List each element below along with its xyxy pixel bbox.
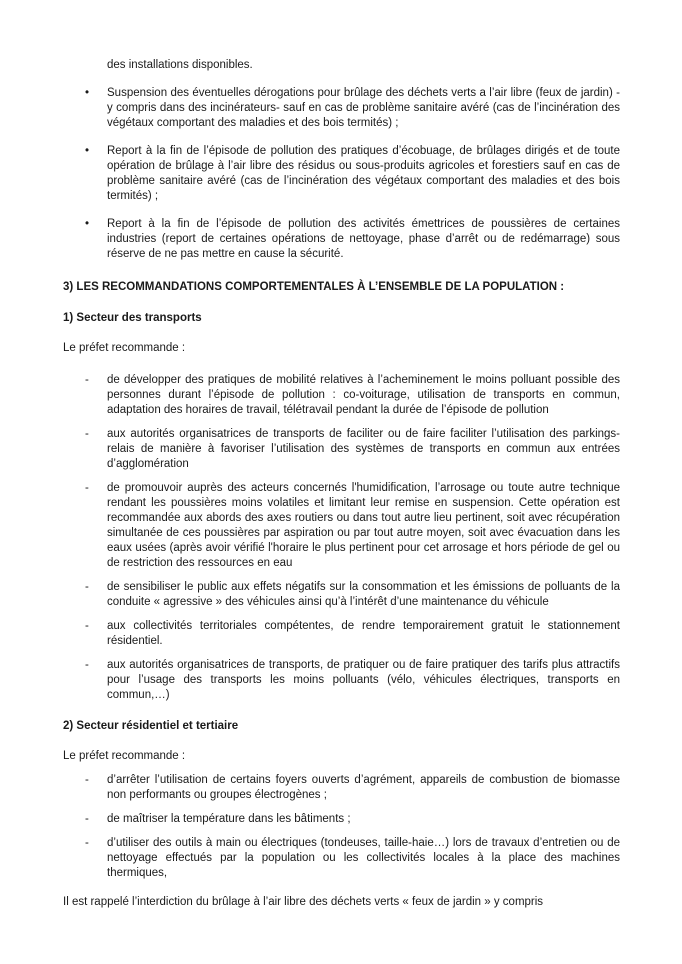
list-item <box>63 144 620 204</box>
list-item <box>63 836 620 881</box>
bullet-marker: • <box>85 145 90 157</box>
section-heading-recommendations: 3) LES RECOMMANDATIONS COMPORTEMENTALES À L’ENSEMBLE DE LA POPULATION : <box>63 281 565 293</box>
list-item-text: Report à la fin de l’épisode de pollution des activités émettrices de poussières de certaines industries (report de certaines opérations de nettoyage, phase d’arrêt ou de redémarrage) sous réserve de ne pas mettre en cause la sécurité. <box>107 218 620 260</box>
list-item <box>63 427 620 472</box>
list-item-text: Report à la fin de l’épisode de pollution des pratiques d’écobuage, de brûlages dirigés et de toute opération de brûlage à l’air libre des résidus ou sous-produits agricoles et forestiers sauf en cas de problème sanitaire avéré (cas de l’incinération des végétaux comportant des maladies et des bois termités) ; <box>107 145 620 202</box>
list-item <box>63 481 620 571</box>
dash-marker: - <box>85 774 89 786</box>
dash-marker: - <box>85 374 89 386</box>
lead-line-residential: Le préfet recommande : <box>63 750 186 762</box>
bullet-marker: • <box>85 218 90 230</box>
list-item-text: de développer des pratiques de mobilité relatives à l’acheminement le moins polluant possible des personnes durant l’épisode de pollution : co-voiturage, utilisation de transports en commun, adaptation des horaires de travail, télétravail pendant la durée de l’épisode de pollution <box>107 374 620 416</box>
dash-marker: - <box>85 620 89 632</box>
list-item <box>63 773 620 803</box>
list-item-text: d’arrêter l’utilisation de certains foyers ouverts d’agrément, appareils de combustion de biomasse non performants ou groupes électrogènes ; <box>107 774 620 801</box>
closing-line: Il est rappelé l’interdiction du brûlage à l’air libre des déchets verts « feux de jardin » y compris <box>63 896 544 908</box>
dash-marker: - <box>85 813 89 825</box>
dash-marker: - <box>85 581 89 593</box>
list-item <box>63 217 620 262</box>
lead-line-transport: Le préfet recommande : <box>63 342 186 354</box>
list-item-text: de promouvoir auprès des acteurs concernés l'humidification, l’arrosage ou toute autre technique rendant les poussières moins volatiles et limitant leur remise en suspension. Cette opération est recommandée aux abords des axes routiers ou dans tout autre lieu pertinent, soit avec récupération simultanée de ces poussières par aspiration ou par tout autre moyen, soit avec évacuation dans les eaux usées (après avoir vérifié l'horaire le plus pertinent pour cet arrosage et hors période de gel ou de restriction des ressources en eau <box>107 482 620 569</box>
list-item <box>63 619 620 649</box>
subsection-heading-residential: 2) Secteur résidentiel et tertiaire <box>63 720 239 732</box>
list-item <box>63 373 620 418</box>
list-item <box>63 812 620 827</box>
dash-list-transport <box>63 373 620 703</box>
list-item-text: de sensibiliser le public aux effets négatifs sur la consommation et les émissions de polluants de la conduite « agressive » des véhicules ainsi qu’à l’intérêt d’une maintenance du véhicule <box>107 581 620 608</box>
dash-list-residential <box>63 773 620 881</box>
list-item <box>63 658 620 703</box>
dash-marker: - <box>85 659 89 671</box>
list-item-text: Suspension des éventuelles dérogations pour brûlage des déchets verts a l’air libre (feux de jardin) -y compris dans des incinérateurs- sauf en cas de problème sanitaire avéré (cas de l’incinération des végétaux comportant des maladies et des bois termités) ; <box>107 87 620 129</box>
dash-marker: - <box>85 482 89 494</box>
dash-marker: - <box>85 428 89 440</box>
subsection-heading-transport: 1) Secteur des transports <box>63 312 202 324</box>
list-item-text: d’utiliser des outils à main ou électriques (tondeuses, taille-haie…) lors de travaux d’entretien ou de nettoyage effectués par la population ou les collectivités locales à la place des machines thermiques, <box>107 837 620 879</box>
list-item-text: de maîtriser la température dans les bâtiments ; <box>107 813 351 825</box>
list-item <box>63 86 620 131</box>
paragraph-continuation: des installations disponibles. <box>107 59 253 71</box>
bullet-marker: • <box>85 87 90 99</box>
list-item-text: aux autorités organisatrices de transports, de pratiquer ou de faire pratiquer des tarifs plus attractifs pour l’usage des transports les moins polluants (vélo, véhicules électriques, transports en commun,…) <box>107 659 620 701</box>
bullet-list <box>63 86 620 262</box>
dash-marker: - <box>85 837 89 849</box>
list-item-text: aux autorités organisatrices de transports de faciliter ou de faire faciliter l’utilisation des parkings-relais de manière à favoriser l’utilisation des systèmes de transports en commun aux entrées d’agglomération <box>107 428 620 470</box>
list-item-text: aux collectivités territoriales compétentes, de rendre temporairement gratuit le stationnement résidentiel. <box>107 620 620 647</box>
list-item <box>63 580 620 610</box>
